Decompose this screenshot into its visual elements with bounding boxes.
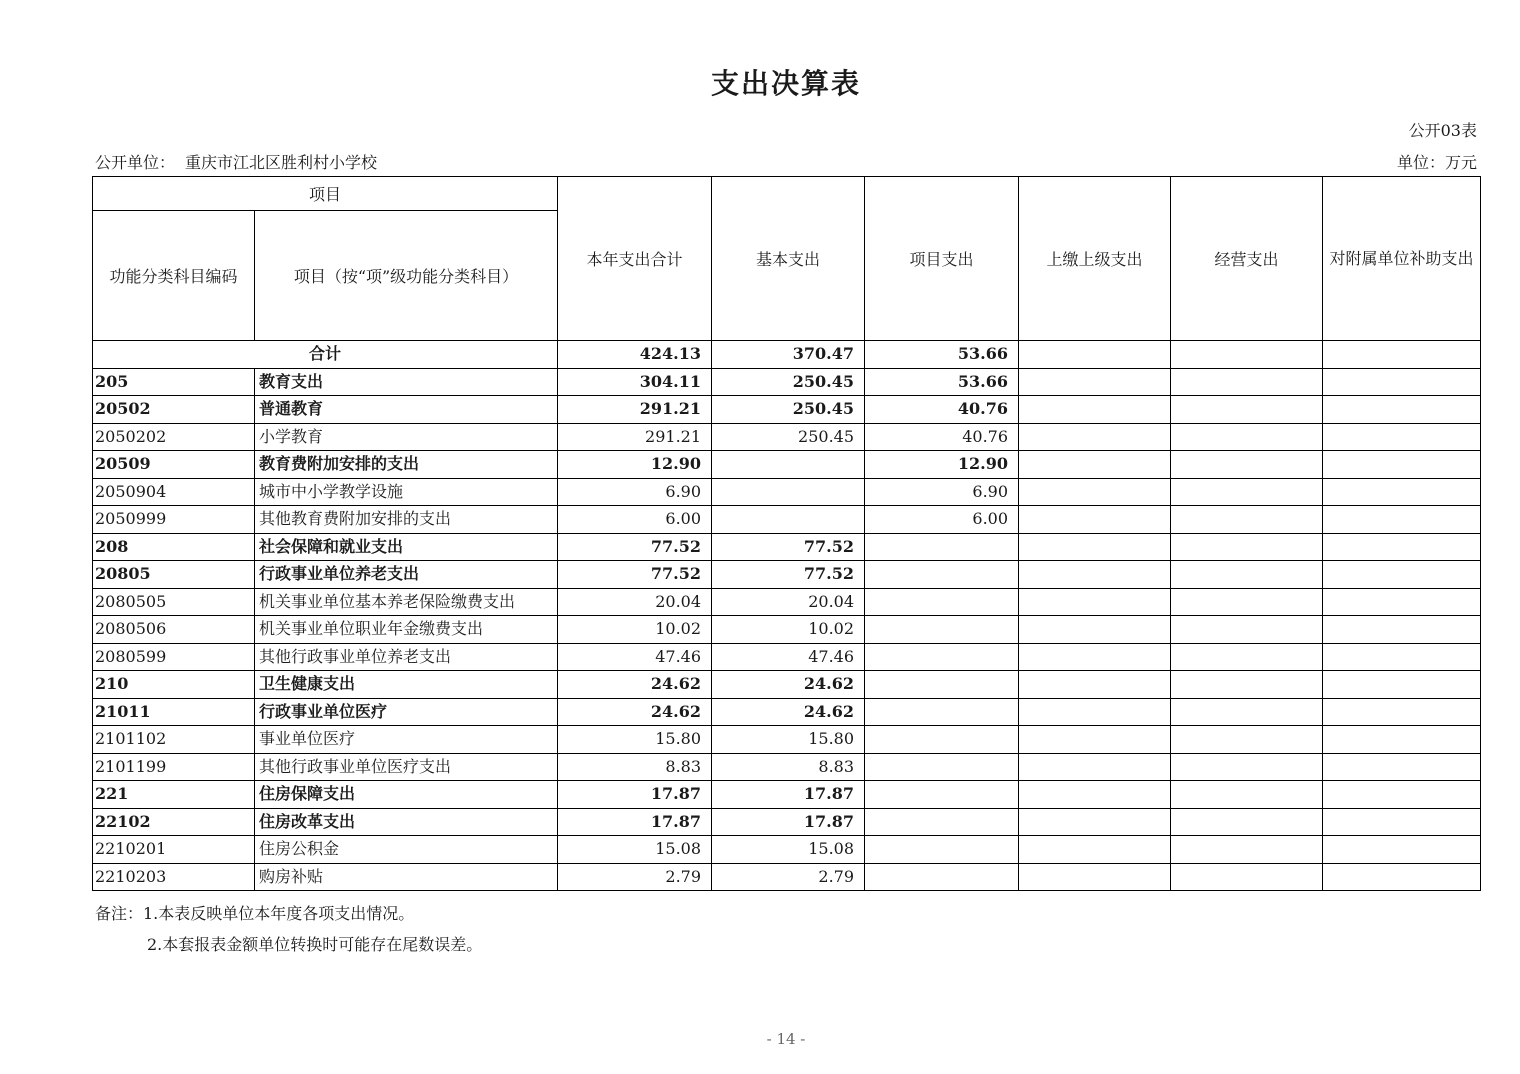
row-code: 20805: [93, 561, 255, 589]
row-upper: [1019, 478, 1171, 506]
row-code: 20509: [93, 451, 255, 479]
row-name: 小学教育: [255, 423, 558, 451]
row-business: [1171, 616, 1323, 644]
row-name: 城市中小学教学设施: [255, 478, 558, 506]
row-subsidy: [1323, 616, 1481, 644]
row-upper: [1019, 423, 1171, 451]
row-business: [1171, 533, 1323, 561]
row-name: 教育费附加安排的支出: [255, 451, 558, 479]
row-name: 教育支出: [255, 368, 558, 396]
row-upper: [1019, 698, 1171, 726]
row-business: [1171, 368, 1323, 396]
row-business: [1171, 781, 1323, 809]
row-total: 8.83: [558, 753, 712, 781]
row-basic: 2.79: [712, 863, 865, 891]
row-upper: [1019, 451, 1171, 479]
row-upper: [1019, 506, 1171, 534]
row-basic: 250.45: [712, 368, 865, 396]
row-name: 其他教育费附加安排的支出: [255, 506, 558, 534]
row-subsidy: [1323, 561, 1481, 589]
row-upper: [1019, 533, 1171, 561]
row-subsidy: [1323, 423, 1481, 451]
row-total: 291.21: [558, 423, 712, 451]
row-code: 221: [93, 781, 255, 809]
row-name: 住房公积金: [255, 836, 558, 864]
row-total: 20.04: [558, 588, 712, 616]
row-name: 住房改革支出: [255, 808, 558, 836]
row-project: [865, 808, 1019, 836]
row-total: 15.80: [558, 726, 712, 754]
row-total: 47.46: [558, 643, 712, 671]
row-upper: [1019, 588, 1171, 616]
row-project: [865, 863, 1019, 891]
row-basic: 250.45: [712, 423, 865, 451]
row-code: 2080506: [93, 616, 255, 644]
row-subsidy: [1323, 451, 1481, 479]
row-basic: 24.62: [712, 671, 865, 699]
table-row: [93, 588, 1481, 616]
table-row: [93, 451, 1481, 479]
row-upper: [1019, 643, 1171, 671]
row-total: 291.21: [558, 396, 712, 424]
header-business: 经营支出: [1171, 177, 1323, 341]
row-upper: [1019, 863, 1171, 891]
row-basic: 24.62: [712, 698, 865, 726]
row-total: 10.02: [558, 616, 712, 644]
row-code: 2050999: [93, 506, 255, 534]
row-subsidy: [1323, 533, 1481, 561]
row-subsidy: [1323, 781, 1481, 809]
row-total: 15.08: [558, 836, 712, 864]
row-project: 40.76: [865, 396, 1019, 424]
page-title: 支出决算表: [710, 67, 861, 100]
row-project: 6.00: [865, 506, 1019, 534]
row-business: [1171, 423, 1323, 451]
row-subsidy: [1323, 863, 1481, 891]
row-basic: 10.02: [712, 616, 865, 644]
row-business: [1171, 863, 1323, 891]
row-code: 2050202: [93, 423, 255, 451]
row-subsidy: [1323, 643, 1481, 671]
table-row: [93, 368, 1481, 396]
row-project: 40.76: [865, 423, 1019, 451]
table-row: [93, 808, 1481, 836]
row-total: 12.90: [558, 451, 712, 479]
notes: [95, 898, 482, 960]
row-total: 6.90: [558, 478, 712, 506]
row-name: 机关事业单位基本养老保险缴费支出: [255, 588, 558, 616]
currency-unit: 单位：万元: [1396, 153, 1477, 172]
row-business: [1171, 753, 1323, 781]
row-name: 卫生健康支出: [255, 671, 558, 699]
row-upper: [1019, 368, 1171, 396]
row-name: 行政事业单位养老支出: [255, 561, 558, 589]
row-code: 2210201: [93, 836, 255, 864]
row-total: 17.87: [558, 808, 712, 836]
row-subsidy: [1323, 671, 1481, 699]
row-subsidy: [1323, 698, 1481, 726]
row-subsidy: [1323, 588, 1481, 616]
row-project: [865, 588, 1019, 616]
header-code: 功能分类科目编码: [93, 211, 255, 341]
row-total: 304.11: [558, 368, 712, 396]
row-subsidy: [1323, 753, 1481, 781]
table-row: [93, 671, 1481, 699]
table-row: [93, 533, 1481, 561]
row-business: [1171, 588, 1323, 616]
row-code: 210: [93, 671, 255, 699]
table-row: [93, 698, 1481, 726]
total-business: [1171, 341, 1323, 369]
row-upper: [1019, 616, 1171, 644]
row-project: [865, 643, 1019, 671]
page-number: - 14 -: [766, 1030, 806, 1048]
row-basic: 17.87: [712, 781, 865, 809]
row-upper: [1019, 781, 1171, 809]
row-business: [1171, 726, 1323, 754]
row-name: 其他行政事业单位养老支出: [255, 643, 558, 671]
header-basic: 基本支出: [712, 177, 865, 341]
row-subsidy: [1323, 808, 1481, 836]
row-code: 21011: [93, 698, 255, 726]
row-total: 6.00: [558, 506, 712, 534]
row-basic: 77.52: [712, 533, 865, 561]
header-upper: 上缴上级支出: [1019, 177, 1171, 341]
row-upper: [1019, 561, 1171, 589]
table-row: [93, 396, 1481, 424]
row-upper: [1019, 753, 1171, 781]
row-basic: 47.46: [712, 643, 865, 671]
row-upper: [1019, 726, 1171, 754]
header-name: 项目（按“项”级功能分类科目）: [255, 211, 558, 341]
total-project: 53.66: [865, 341, 1019, 369]
row-project: [865, 533, 1019, 561]
row-code: 2101102: [93, 726, 255, 754]
row-upper: [1019, 808, 1171, 836]
note-1: 备注：1.本表反映单位本年度各项支出情况。: [95, 904, 415, 923]
table-row: [93, 726, 1481, 754]
total-label: 合计: [93, 341, 558, 369]
row-name: 住房保障支出: [255, 781, 558, 809]
table-row: [93, 423, 1481, 451]
row-business: [1171, 561, 1323, 589]
table-row: [93, 753, 1481, 781]
row-basic: [712, 478, 865, 506]
row-code: 20502: [93, 396, 255, 424]
row-upper: [1019, 396, 1171, 424]
table-row: [93, 616, 1481, 644]
row-name: 其他行政事业单位医疗支出: [255, 753, 558, 781]
row-basic: 15.80: [712, 726, 865, 754]
unit-name: 重庆市江北区胜利村小学校: [185, 153, 378, 172]
row-basic: [712, 451, 865, 479]
row-project: [865, 616, 1019, 644]
row-business: [1171, 396, 1323, 424]
row-business: [1171, 451, 1323, 479]
row-project: 53.66: [865, 368, 1019, 396]
row-project: [865, 698, 1019, 726]
row-name: 普通教育: [255, 396, 558, 424]
note-2: 2.本套报表金额单位转换时可能存在尾数误差。: [147, 935, 483, 954]
row-total: 17.87: [558, 781, 712, 809]
row-total: 77.52: [558, 561, 712, 589]
row-code: 2050904: [93, 478, 255, 506]
table-row: [93, 643, 1481, 671]
row-upper: [1019, 836, 1171, 864]
header-project: 项目: [93, 177, 558, 211]
row-name: 机关事业单位职业年金缴费支出: [255, 616, 558, 644]
row-business: [1171, 478, 1323, 506]
table-row: [93, 781, 1481, 809]
row-subsidy: [1323, 478, 1481, 506]
header-project-expenditure: 项目支出: [865, 177, 1019, 341]
row-subsidy: [1323, 836, 1481, 864]
row-total: 77.52: [558, 533, 712, 561]
row-project: [865, 671, 1019, 699]
row-project: 12.90: [865, 451, 1019, 479]
table-row: [93, 561, 1481, 589]
row-business: [1171, 698, 1323, 726]
row-basic: 250.45: [712, 396, 865, 424]
row-subsidy: [1323, 506, 1481, 534]
row-name: 社会保障和就业支出: [255, 533, 558, 561]
row-business: [1171, 836, 1323, 864]
table-row: [93, 506, 1481, 534]
row-project: [865, 781, 1019, 809]
reporting-unit: [95, 150, 377, 173]
row-business: [1171, 506, 1323, 534]
row-name: 事业单位医疗: [255, 726, 558, 754]
total-upper: [1019, 341, 1171, 369]
row-basic: 8.83: [712, 753, 865, 781]
row-business: [1171, 671, 1323, 699]
row-total: 24.62: [558, 671, 712, 699]
row-code: 2080505: [93, 588, 255, 616]
row-basic: 77.52: [712, 561, 865, 589]
row-business: [1171, 808, 1323, 836]
table-row: [93, 863, 1481, 891]
total-amount: 424.13: [558, 341, 712, 369]
row-business: [1171, 643, 1323, 671]
total-row: [93, 341, 1481, 369]
row-basic: 17.87: [712, 808, 865, 836]
unit-label: 公开单位：: [95, 153, 176, 172]
row-project: [865, 836, 1019, 864]
row-code: 2080599: [93, 643, 255, 671]
total-basic: 370.47: [712, 341, 865, 369]
row-basic: 15.08: [712, 836, 865, 864]
total-subsidy: [1323, 341, 1481, 369]
row-name: 购房补贴: [255, 863, 558, 891]
table-number: 公开03表: [1408, 121, 1477, 140]
row-total: 24.62: [558, 698, 712, 726]
row-upper: [1019, 671, 1171, 699]
expenditure-table: [92, 176, 1481, 891]
header-subsidy: 对附属单位补助支出: [1323, 177, 1481, 341]
row-code: 205: [93, 368, 255, 396]
table-row: [93, 478, 1481, 506]
row-code: 2210203: [93, 863, 255, 891]
row-code: 208: [93, 533, 255, 561]
row-project: [865, 726, 1019, 754]
row-total: 2.79: [558, 863, 712, 891]
row-subsidy: [1323, 396, 1481, 424]
row-project: 6.90: [865, 478, 1019, 506]
row-subsidy: [1323, 726, 1481, 754]
row-basic: 20.04: [712, 588, 865, 616]
row-project: [865, 561, 1019, 589]
header-total: 本年支出合计: [558, 177, 712, 341]
row-project: [865, 753, 1019, 781]
row-code: 22102: [93, 808, 255, 836]
row-code: 2101199: [93, 753, 255, 781]
row-subsidy: [1323, 368, 1481, 396]
table-row: [93, 836, 1481, 864]
row-basic: [712, 506, 865, 534]
row-name: 行政事业单位医疗: [255, 698, 558, 726]
